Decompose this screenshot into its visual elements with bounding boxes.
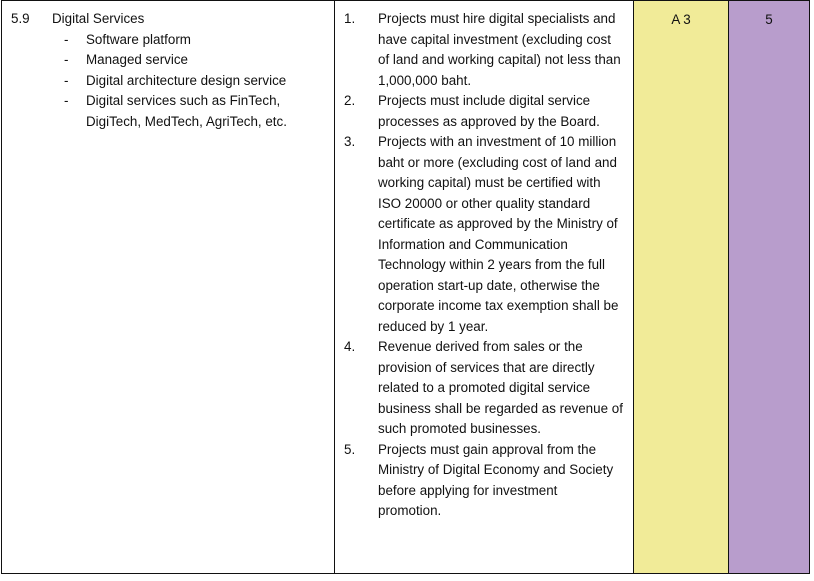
- condition-text: Revenue derived from sales or the provision of services that are directly related to a promoted digital service business shall be regarded as revenue of such promoted businesses.: [378, 339, 623, 436]
- table-row: [2, 1, 810, 574]
- subitem-text: Managed service: [86, 52, 188, 67]
- activity-title: Digital Services: [52, 11, 145, 26]
- activity-number: 5.9: [11, 11, 30, 26]
- conditions-list: [335, 1, 633, 522]
- condition-number: 1.: [344, 11, 356, 26]
- group-value: A 3: [671, 12, 691, 27]
- group-cell: [634, 1, 729, 574]
- list-item: [2, 91, 334, 132]
- list-item: [2, 71, 334, 92]
- dash-bullet: -: [64, 31, 69, 47]
- dash-bullet: -: [64, 52, 69, 67]
- activity-heading: [2, 9, 334, 30]
- dash-bullet: -: [64, 72, 69, 88]
- condition-text: Projects must include digital service processes as approved by the Board.: [378, 93, 600, 129]
- condition-number: 5.: [344, 441, 356, 457]
- condition-item: [335, 91, 623, 132]
- condition-number: 4.: [344, 339, 356, 354]
- years-value: 5: [765, 12, 773, 27]
- condition-number: 3.: [344, 134, 356, 149]
- activity-table: [1, 0, 810, 574]
- condition-text: Projects with an investment of 10 million baht or more (excluding cost of land and working capital) must be certified with ISO 20000 or other quality standard certificate as approved by the Ministry of Information and Communication Technology within 2 years from the full operation start-up date, otherwise the corporate income tax exemption shall be reduced by 1 year.: [378, 134, 619, 334]
- dash-bullet: -: [64, 93, 69, 108]
- subitem-text: Software platform: [86, 31, 191, 47]
- years-cell: [729, 1, 810, 574]
- conditions-cell: [335, 1, 634, 574]
- activity-subitems: [2, 30, 334, 133]
- list-item: [2, 50, 334, 71]
- condition-text: Projects must gain approval from the Ministry of Digital Economy and Society before applying for investment promotion.: [378, 441, 614, 518]
- condition-item: [335, 9, 623, 91]
- subitem-text: Digital architecture design service: [86, 72, 287, 88]
- condition-text: Projects must hire digital specialists and have capital investment (excluding cost of land and working capital) not less than 1,000,000 baht.: [378, 11, 621, 88]
- list-item: [2, 30, 334, 51]
- condition-item: [335, 337, 623, 440]
- condition-item: [335, 440, 623, 522]
- subitem-text: Digital services such as FinTech, DigiTech, MedTech, AgriTech, etc.: [86, 93, 287, 129]
- activity-cell: [2, 1, 335, 574]
- condition-number: 2.: [344, 93, 356, 108]
- condition-item: [335, 132, 623, 337]
